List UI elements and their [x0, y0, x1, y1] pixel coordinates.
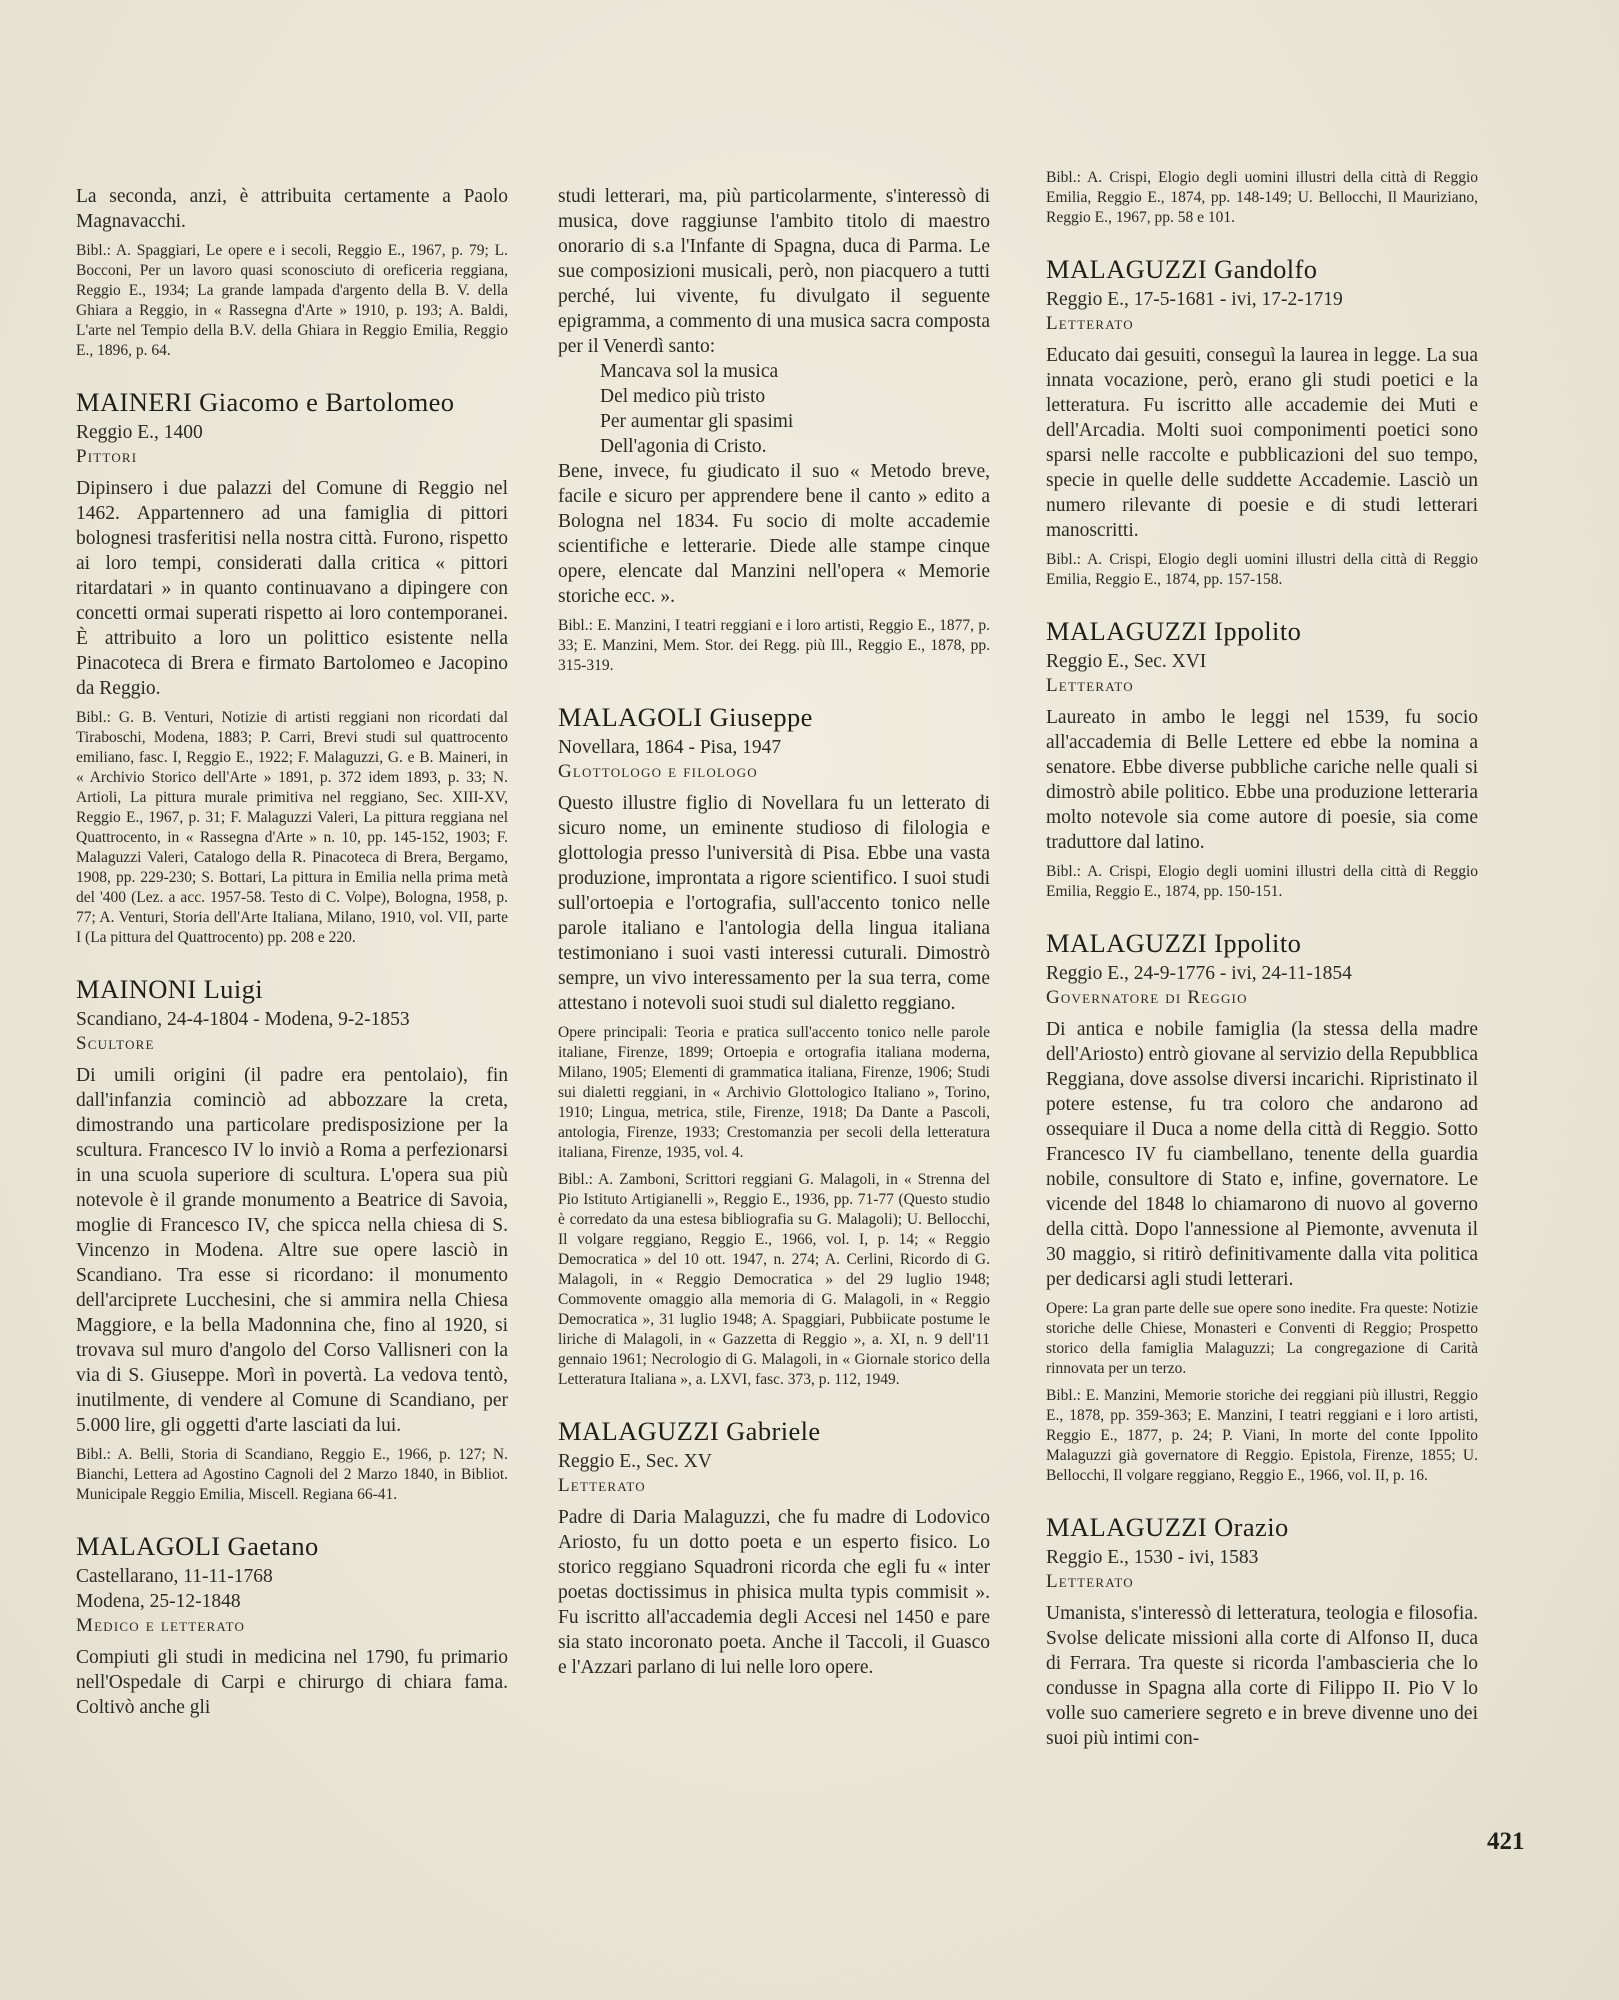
entry-dates: Scandiano, 24-4-1804 - Modena, 9-2-1853 — [76, 1009, 410, 1030]
verse-line: Per aumentar gli spasimi — [600, 411, 794, 432]
entry-malaguzzi-ippolito-xvi — [1046, 616, 1478, 902]
entry-maineri — [76, 387, 508, 948]
body-paragraph: Padre di Daria Malaguzzi, che fu madre di Lodovico Ariosto, fu un dotto poeta e un esperto fisico. Lo storico reggiano Squadroni ricorda che egli fu « inter poetas doctissimus in phisica multa typis commisit ». Fu iscritto all'accademia degli Accesi nel 1450 e pare sia stato incoronato poeta. Anche il Taccoli, il Guasco e l'Azzari parlano di lui nelle loro opere. — [558, 1507, 990, 1678]
entry-heading: MALAGOLI Gaetano — [76, 1531, 319, 1561]
entry-heading: MAINONI Luigi — [76, 974, 263, 1004]
entry-role: Letterato — [1046, 675, 1134, 696]
entry-role: Medico e letterato — [76, 1615, 246, 1636]
body-paragraph: Questo illustre figlio di Novellara fu un letterato di sicuro nome, un eminente studioso di filologia e glottologia presso l'università di Pisa. Ebbe una vasta produzione, improntata a rigore scientifico. I suoi studi sull'ortoepia e l'ortografia, sull'accento tonico nelle parole italiano e l'antologia della lingua italiana testimoniano i suoi vasti interessi cuturali. Dimostrò sempre, un vivo interessamento per la sua terra, come attestano i notevoli suoi studi sul dialetto reggiano. — [558, 793, 990, 1014]
entry-heading: MALAGUZZI Gabriele — [558, 1416, 821, 1446]
entry-role: Governatore di Reggio — [1046, 987, 1248, 1008]
entry-dates: Reggio E., 1400 — [76, 422, 203, 443]
verse-line: Mancava sol la musica — [600, 361, 779, 382]
bibliography: Bibl.: A. Crispi, Elogio degli uomini illustri della città di Reggio Emilia, Reggio E., 1874, pp. 148-149; U. Bellocchi, Il Mauriziano, Reggio E., 1967, pp. 58 e 101. — [1046, 169, 1478, 226]
body-paragraph: Bene, invece, fu giudicato il suo « Metodo breve, facile e sicuro per apprendere bene il canto » edito a Bologna nel 1834. Fu socio di molte accademie scientifiche e letterarie. Diede alle stampe cinque opere, elencate dal Manzini nell'opera « Memorie storiche ecc. ». — [558, 461, 990, 607]
bibliography: Bibl.: A. Belli, Storia di Scandiano, Reggio E., 1966, p. 127; N. Bianchi, Lettera ad Agostino Cagnoli del 2 Marzo 1840, in Bibliot. Municipale Reggio Emilia, Miscell. Regiana 66-41. — [76, 1446, 508, 1503]
body-paragraph: Di antica e nobile famiglia (la stessa della madre dell'Ariosto) entrò giovane al servizio della Repubblica Reggiana, dove assolse diversi incarichi. Ripristinato il potere estense, fu tra coloro che andarono ad ossequiare il Duca a nome della città di Reggio. Sotto Francesco IV fu ciambellano, tenente della guardia nobile, consultore di Stato e, infine, governatore. Le vicende del 1848 lo chiamarono di nuovo al governo della città. Dopo l'annessione al Piemonte, avvenuta il 30 maggio, si ritirò definitivamente dalla vita politica per dedicarsi agli studi letterari. — [1046, 1019, 1478, 1290]
entry-heading: MALAGUZZI Ippolito — [1046, 928, 1302, 958]
column-1 — [76, 184, 508, 1720]
body-paragraph: Umanista, s'interessò di letteratura, teologia e filosofia. Svolse delicate missioni alla corte di Alfonso II, duca di Ferrara. Tra queste si ricorda l'ambascieria che lo condusse in Spagna alla corte di Filippo II. Pio V lo volle suo cameriere segreto e in breve divenne uno dei suoi più intimi con- — [1046, 1603, 1478, 1749]
entry-dates: Reggio E., Sec. XVI — [1046, 651, 1207, 672]
entry-dates: Reggio E., 17-5-1681 - ivi, 17-2-1719 — [1046, 289, 1343, 310]
body-paragraph: Dipinsero i due palazzi del Comune di Reggio nel 1462. Appartennero ad una famiglia di pittori bolognesi trasferitisi nella nostra città. Furono, rispetto ai loro tempi, considerati dalla critica « pittori ritardatari » in quanto continuavano a dipingere con concetti ormai superati rispetto ai loro contemporanei. È attribuito a loro un polittico esistente nella Pinacoteca di Brera e firmato Bartolomeo e Jacopino da Reggio. — [76, 478, 508, 699]
entry-heading: MALAGUZZI Ippolito — [1046, 616, 1302, 646]
entry-role: Glottologo e filologo — [558, 761, 758, 782]
entry-role: Scultore — [76, 1033, 155, 1054]
paragraph-continuation: studi letterari, ma, più particolarmente, s'interessò di musica, dove raggiunse l'ambito titolo di maestro onorario di s.a l'Infante di Spagna, duca di Parma. Le sue composizioni musicali, però, non piacquero a tutti perché, lui vivente, fu divulgato il seguente epigramma, a commento di una musica sacra composta per il Venerdì santo: — [558, 186, 990, 357]
entry-dates: Reggio E., Sec. XV — [558, 1451, 712, 1472]
verse-line: Del medico più tristo — [600, 386, 766, 407]
opere-list: Opere: La gran parte delle sue opere sono inedite. Fra queste: Notizie storiche delle Chiese, Monasteri e Conventi di Reggio; Prospetto storico della famiglia Malaguzzi; La congregazione di Carità rinnovata per un terzo. — [1046, 1300, 1478, 1377]
entry-heading: MALAGUZZI Gandolfo — [1046, 254, 1318, 284]
bibliography: Bibl.: A. Spaggiari, Le opere e i secoli, Reggio E., 1967, p. 79; L. Bocconi, Per un lavoro quasi sconosciuto di oreficeria reggiana, Reggio E., 1934; La grande lampada d'argento della B. V. della Ghiara a Reggio, in « Rassegna d'Arte » 1910, p. 193; A. Baldi, L'arte nel Tempio della B.V. della Ghiara in Reggio Emilia, Reggio E., 1896, p. 64. — [76, 242, 508, 359]
bibliography: Bibl.: E. Manzini, Memorie storiche dei reggiani più illustri, Reggio E., 1878, pp. 359-363; E. Manzini, I teatri reggiani e i loro artisti, Reggio E., 1877, p. 24; P. Viani, In morte del conte Ippolito Malaguzzi già governatore di Reggio. Epistola, Firenze, 1855; U. Bellocchi, Il volgare reggiano, Reggio E., 1966, vol. II, p. 16. — [1046, 1387, 1478, 1484]
entry-dates: Reggio E., 24-9-1776 - ivi, 24-11-1854 — [1046, 963, 1352, 984]
entry-role: Letterato — [1046, 1571, 1134, 1592]
entry-role: Letterato — [1046, 313, 1134, 334]
body-paragraph: Educato dai gesuiti, conseguì la laurea in legge. La sua innata vocazione, però, erano gli studi poetici e la letteratura. Fu iscritto alle accademie dei Muti e dell'Arcadia. Molti suoi componimenti poetici sono sparsi nelle raccolte e pubblicazioni del suo tempo, specie in quelle delle suddette Accademie. Lasciò un numero rilevante di poesie e di studi letterari manoscritti. — [1046, 345, 1478, 541]
entry-malaguzzi-gandolfo — [1046, 254, 1478, 590]
bibliography: Bibl.: A. Crispi, Elogio degli uomini illustri della città di Reggio Emilia, Reggio E., 1874, pp. 157-158. — [1046, 551, 1478, 588]
bibliography: Bibl.: E. Manzini, I teatri reggiani e i loro artisti, Reggio E., 1877, p. 33; E. Manzini, Mem. Stor. dei Regg. più Ill., Reggio E., 1878, pp. 315-319. — [558, 617, 990, 674]
entry-dates: Castellarano, 11-11-1768 — [76, 1566, 273, 1587]
entry-dates: Modena, 25-12-1848 — [76, 1591, 241, 1612]
paragraph-continuation: La seconda, anzi, è attribuita certamente a Paolo Magnavacchi. — [76, 186, 508, 232]
column-2 — [558, 184, 990, 1680]
opere-list: Opere principali: Teoria e pratica sull'accento tonico nelle parole italiane, Firenze, 1899; Ortoepia e ortografia italiana moderna, Milano, 1905; Elementi di grammatica italiana, Firenze, 1906; Studi sui dialetti reggiani, in « Archivio Glottologico Italiano », Torino, 1910; Lingua, metrica, stile, Firenze, 1918; Da Dante a Pascoli, antologia, Firenze, 1933; Crestomanzia per secoli della letteratura italiana, Firenze, 1935, vol. 4. — [558, 1024, 990, 1161]
entry-heading: MAINERI Giacomo e Bartolomeo — [76, 387, 455, 417]
body-paragraph: Compiuti gli studi in medicina nel 1790, fu primario nell'Ospedale di Carpi e chirurgo di chiara fama. Coltivò anche gli — [76, 1647, 508, 1718]
epigram-verse — [600, 359, 990, 459]
column-3 — [1046, 168, 1478, 1751]
verse-line: Dell'agonia di Cristo. — [600, 436, 767, 457]
entry-malagoli-gaetano — [76, 1531, 508, 1720]
entry-mainoni — [76, 974, 508, 1505]
body-paragraph: Laureato in ambo le leggi nel 1539, fu socio all'accademia di Belle Lettere ed ebbe la nomina a senatore. Ebbe diverse pubbliche cariche nelle quali si dimostrò abile politico. Ebbe una produzione letteraria molto notevole sia come autore di poesie, sia come traduttore dal latino. — [1046, 707, 1478, 853]
entry-malaguzzi-gabriele — [558, 1416, 990, 1680]
entry-heading: MALAGUZZI Orazio — [1046, 1512, 1289, 1542]
entry-dates: Reggio E., 1530 - ivi, 1583 — [1046, 1547, 1259, 1568]
entry-dates: Novellara, 1864 - Pisa, 1947 — [558, 737, 782, 758]
bibliography: Bibl.: A. Crispi, Elogio degli uomini illustri della città di Reggio Emilia, Reggio E., 1874, pp. 150-151. — [1046, 863, 1478, 900]
bibliography: Bibl.: A. Zamboni, Scrittori reggiani G. Malagoli, in « Strenna del Pio Istituto Artigianelli », Reggio E., 1936, pp. 71-77 (Questo studio è corredato da una estesa bibliografia su G. Malagoli); U. Bellocchi, Il volgare reggiano, Reggio E., 1966, vol. I, p. 14; « Reggio Democratica » del 10 ott. 1947, n. 274; A. Cerlini, Ricordo di G. Malagoli, in « Reggio Democratica » del 29 luglio 1948; Commovente omaggio alla memoria di G. Malagoli, in « Reggio Democratica », 31 luglio 1948; A. Spaggiari, Pubbiicate postume le liriche di Malagoli, in « Gazzetta di Reggio », a. XI, n. 9 dell'11 gennaio 1961; Necrologio di G. Malagoli, in « Giornale storico della Letteratura Italiana », a. LXVI, fasc. 373, p. 112, 1949. — [558, 1171, 990, 1388]
bibliography: Bibl.: G. B. Venturi, Notizie di artisti reggiani non ricordati dal Tiraboschi, Modena, 1883; P. Carri, Brevi studi sul quattrocento emiliano, fasc. I, Reggio E., 1922; F. Malaguzzi, G. e B. Maineri, in « Archivio Storico dell'Arte » 1891, p. 372 idem 1893, p. 33; N. Artioli, La pittura murale primitiva nel reggiano, Sec. XIII-XV, Reggio E., 1967, p. 31; F. Malaguzzi Valeri, La pittura reggiana nel Quattrocento, in « Rassegna d'Arte » n. 10, pp. 145-152, 1903; F. Malaguzzi Valeri, Catalogo della R. Pinacoteca di Brera, Bergamo, 1908, pp. 229-230; S. Bottari, La pittura in Emilia nella prima metà del '400 (Lez. a acc. 1957-58. Testo di C. Volpe), Bologna, 1958, p. 77; A. Venturi, Storia dell'Arte Italiana, Milano, 1910, vol. VII, parte I (La pittura del Quattrocento) pp. 208 e 220. — [76, 709, 508, 946]
entry-malaguzzi-ippolito-governatore — [1046, 928, 1478, 1486]
entry-malaguzzi-orazio — [1046, 1512, 1478, 1751]
entry-malagoli-giuseppe — [558, 702, 990, 1390]
body-paragraph: Di umili origini (il padre era pentolaio), fin dall'infanzia cominciò ad abbozzare la creta, dimostrando una particolare predisposizione per la scultura. Francesco IV lo inviò a Roma a perfezionarsi in una scuola superiore di scultura. L'opera sua più notevole è il grande monumento a Beatrice di Savoia, moglie di Francesco IV, che spicca nella chiesa di S. Vincenzo in Modena. Altre sue opere lasciò in Scandiano. Tra esse si ricordano: il monumento dell'arciprete Lucchesini, che si ammira nella Chiesa Maggiore, e la bella Madonnina che, fino al 1920, si trovava sul muro d'angolo del Corso Vallisneri con la via di S. Giuseppe. Morì in povertà. La vedova tentò, inutilmente, di vendere al Comune di Scandiano, per 5.000 lire, gli oggetti d'arte lasciati da lui. — [76, 1065, 508, 1436]
entry-heading: MALAGOLI Giuseppe — [558, 702, 813, 732]
entry-role: Letterato — [558, 1475, 646, 1496]
entry-role: Pittori — [76, 446, 138, 467]
page-number: 421 — [1487, 1828, 1525, 1855]
